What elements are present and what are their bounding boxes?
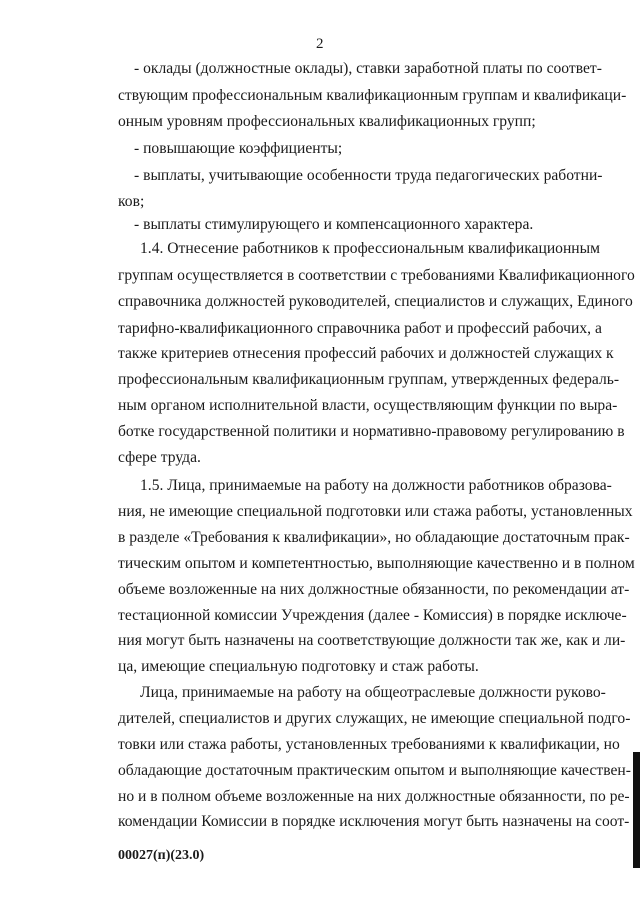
text-line: комендации Комиссии в порядке исключения могут быть назначены на соот- xyxy=(118,813,630,830)
text-line: обладающие достаточным практическим опытом и выполняющие качествен- xyxy=(118,762,631,779)
text-line: ботке государственной политики и нормативно-правовому регулированию в xyxy=(118,423,625,440)
text-line: сфере труда. xyxy=(118,449,201,466)
text-line: - выплаты стимулирующего и компенсационного характера. xyxy=(134,216,534,233)
text-line: - оклады (должностные оклады), ставки заработной платы по соответ- xyxy=(134,60,602,77)
text-line: ния, не имеющие специальной подготовки или стажа работы, установленных xyxy=(118,503,633,520)
text-line: 1.4. Отнесение работников к профессиональным квалификационным xyxy=(140,240,601,257)
scan-edge-mark xyxy=(633,752,640,868)
text-line: 1.5. Лица, принимаемые на работу на должности работников образова- xyxy=(140,477,612,494)
text-line: профессиональным квалификационным группам, утвержденных федераль- xyxy=(118,371,620,388)
document-code: 00027(п)(23.0) xyxy=(118,848,205,863)
page-number: 2 xyxy=(316,36,324,52)
text-line: объеме возложенные на них должностные обязанности, по рекомендации ат- xyxy=(118,581,630,598)
text-line: товки или стажа работы, установленных требованиями к квалификации, но xyxy=(118,736,620,753)
text-line: ков; xyxy=(118,193,145,210)
text-line: ствующим профессиональным квалификационным группам и квалификаци- xyxy=(118,87,627,104)
text-line: ния могут быть назначены на соответствующие должности так же, как и ли- xyxy=(118,632,626,649)
text-line: онным уровням профессиональных квалификационных групп; xyxy=(118,113,536,130)
text-line: - повышающие коэффициенты; xyxy=(134,140,343,157)
text-line: в разделе «Требования к квалификации», но обладающие достаточным прак- xyxy=(118,529,630,546)
text-line: - выплаты, учитывающие особенности труда педагогических работни- xyxy=(134,167,603,184)
text-line: тическим опытом и компетентностью, выполняющие качественно и в полном xyxy=(118,555,635,572)
text-line: Лица, принимаемые на работу на общеотраслевые должности руково- xyxy=(140,684,606,701)
text-line: ным органом исполнительной власти, осуществляющим функции по выра- xyxy=(118,397,618,414)
text-line: группам осуществляется в соответствии с требованиями Квалификационного xyxy=(118,267,635,284)
text-line: также критериев отнесения профессий рабочих и должностей служащих к xyxy=(118,345,614,362)
text-line: ца, имеющие специальную подготовку и стаж работы. xyxy=(118,658,479,675)
text-line: но и в полном объеме возложенные на них должностные обязанности, по ре- xyxy=(118,788,630,805)
text-line: тестационной комиссии Учреждения (далее - Комиссия) в порядке исключе- xyxy=(118,607,627,624)
text-line: справочника должностей руководителей, специалистов и служащих, Единого xyxy=(118,293,633,310)
text-line: дителей, специалистов и других служащих, не имеющие специальной подго- xyxy=(118,710,631,727)
text-line: тарифно-квалификационного справочника работ и профессий рабочих, а xyxy=(118,320,602,337)
